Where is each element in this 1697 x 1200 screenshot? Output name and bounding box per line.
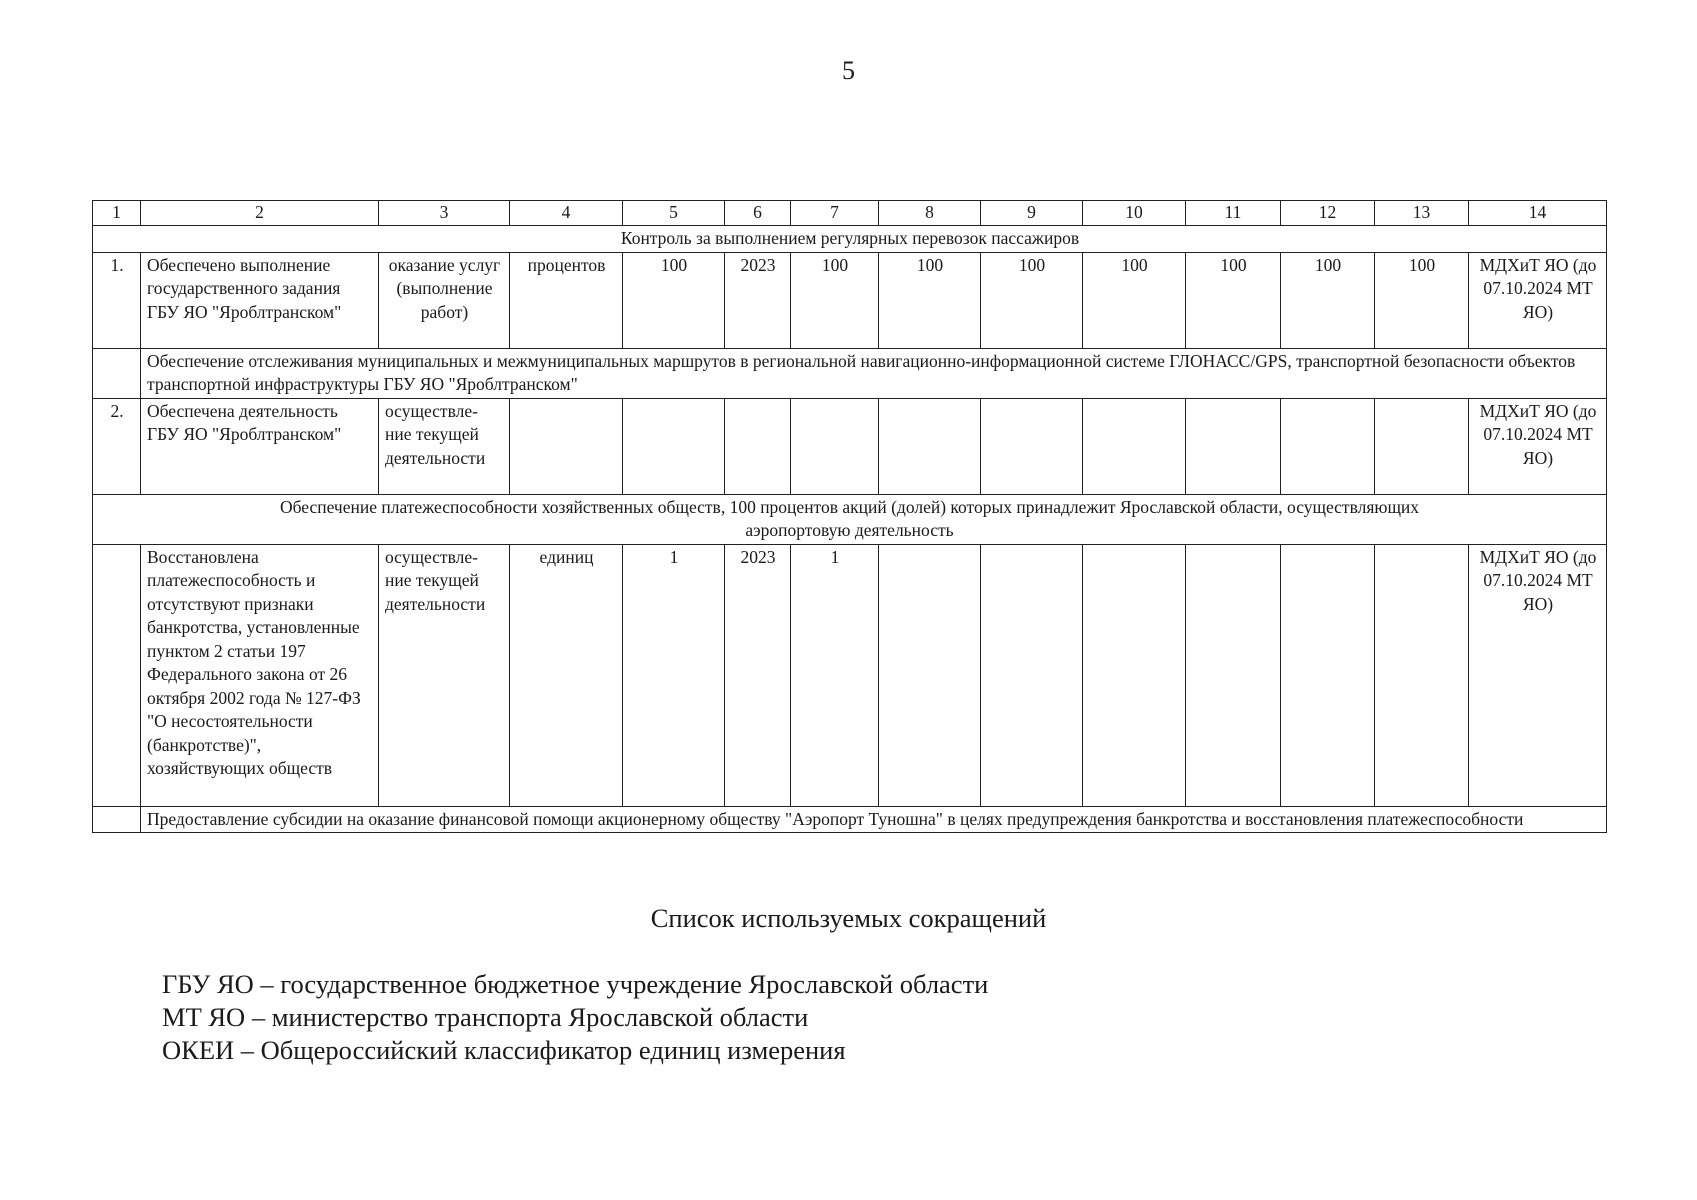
column-header: 1 <box>93 201 141 226</box>
value-col-10: 100 <box>1083 252 1186 348</box>
table-row <box>93 544 1607 806</box>
column-header: 8 <box>879 201 981 226</box>
responsible-body: МДХиТ ЯО (до 07.10.2024 МТ ЯО) <box>1469 544 1607 806</box>
empty-cell <box>1375 398 1469 494</box>
event-type: осуществле-ние текущей деятельности <box>379 544 510 806</box>
abbreviation-item: ОКЕИ – Общероссийский классификатор единиц измерения <box>162 1035 846 1065</box>
abbreviation-item: МТ ЯО – министерство транспорта Ярославской области <box>162 1002 809 1032</box>
empty-cell <box>1281 398 1375 494</box>
empty-cell <box>1083 398 1186 494</box>
empty-cell <box>93 348 141 398</box>
empty-cell <box>791 398 879 494</box>
event-type: оказание услуг (выполнение работ) <box>379 252 510 348</box>
empty-cell <box>1281 544 1375 806</box>
value-col-13: 100 <box>1375 252 1469 348</box>
column-header: 13 <box>1375 201 1469 226</box>
empty-cell <box>981 398 1083 494</box>
value-col-7: 100 <box>791 252 879 348</box>
indicators-table <box>92 200 1607 833</box>
base-year: 2023 <box>725 252 791 348</box>
value-col-9: 100 <box>981 252 1083 348</box>
column-header: 3 <box>379 201 510 226</box>
unit-of-measure: процентов <box>510 252 623 348</box>
empty-cell <box>510 398 623 494</box>
note-row <box>93 806 1607 833</box>
empty-cell <box>1083 544 1186 806</box>
empty-cell <box>879 398 981 494</box>
result-name: Обеспечено выполнение государственного задания ГБУ ЯО "Яроблтранском" <box>141 252 379 348</box>
column-header: 6 <box>725 201 791 226</box>
column-header: 2 <box>141 201 379 226</box>
base-value: 100 <box>623 252 725 348</box>
abbreviation-item: ГБУ ЯО – государственное бюджетное учреждение Ярославской области <box>162 969 989 999</box>
column-header: 5 <box>623 201 725 226</box>
abbreviations-list <box>162 968 988 1067</box>
event-type: осуществле-ние текущей деятельности <box>379 398 510 494</box>
empty-cell <box>1186 398 1281 494</box>
empty-cell <box>981 544 1083 806</box>
row-note: Предоставление субсидии на оказание финансовой помощи акционерному обществу "Аэропорт Туношна" в целях предупреждения банкротства и восстановления платежеспособности <box>141 806 1607 833</box>
responsible-body: МДХиТ ЯО (до 07.10.2024 МТ ЯО) <box>1469 252 1607 348</box>
column-header: 10 <box>1083 201 1186 226</box>
section-row <box>93 226 1607 253</box>
section-title: Контроль за выполнением регулярных перевозок пассажиров <box>93 226 1607 253</box>
table-row <box>93 252 1607 348</box>
empty-cell <box>1186 544 1281 806</box>
section-title: Обеспечение платежеспособности хозяйственных обществ, 100 процентов акций (долей) которых принадлежит Ярославской области, осуществляющих аэропортовую деятельность <box>93 494 1607 544</box>
empty-cell <box>1375 544 1469 806</box>
empty-cell <box>93 806 141 833</box>
note-row <box>93 348 1607 398</box>
page-number: 5 <box>842 56 855 85</box>
value-col-11: 100 <box>1186 252 1281 348</box>
abbreviations-title: Список используемых сокращений <box>650 903 1047 933</box>
column-header: 12 <box>1281 201 1375 226</box>
row-number <box>93 544 141 806</box>
value-col-12: 100 <box>1281 252 1375 348</box>
column-header: 9 <box>981 201 1083 226</box>
table-row <box>93 398 1607 494</box>
column-header: 14 <box>1469 201 1607 226</box>
empty-cell <box>725 398 791 494</box>
value-col-7: 1 <box>791 544 879 806</box>
empty-cell <box>623 398 725 494</box>
row-note: Обеспечение отслеживания муниципальных и межмуниципальных маршрутов в региональной навигационно-информационной системе ГЛОНАСС/GPS, транспортной безопасности объектов транспортной инфраструктуры ГБУ ЯО "Яроблтранском" <box>141 348 1607 398</box>
column-header: 11 <box>1186 201 1281 226</box>
responsible-body: МДХиТ ЯО (до 07.10.2024 МТ ЯО) <box>1469 398 1607 494</box>
result-name: Восстановлена платежеспособность и отсутствуют признаки банкротства, установленные пунктом 2 статьи 197 Федерального закона от 26 октября 2002 года № 127-ФЗ "О несостоятельности (банкротстве)", хозяйствующих обществ <box>141 544 379 806</box>
row-number: 2. <box>93 398 141 494</box>
result-name: Обеспечена деятельность ГБУ ЯО "Яроблтранском" <box>141 398 379 494</box>
column-header: 4 <box>510 201 623 226</box>
base-year: 2023 <box>725 544 791 806</box>
column-header: 7 <box>791 201 879 226</box>
base-value: 1 <box>623 544 725 806</box>
row-number: 1. <box>93 252 141 348</box>
empty-cell <box>879 544 981 806</box>
table-header-row <box>93 201 1607 226</box>
section-row <box>93 494 1607 544</box>
value-col-8: 100 <box>879 252 981 348</box>
unit-of-measure: единиц <box>510 544 623 806</box>
